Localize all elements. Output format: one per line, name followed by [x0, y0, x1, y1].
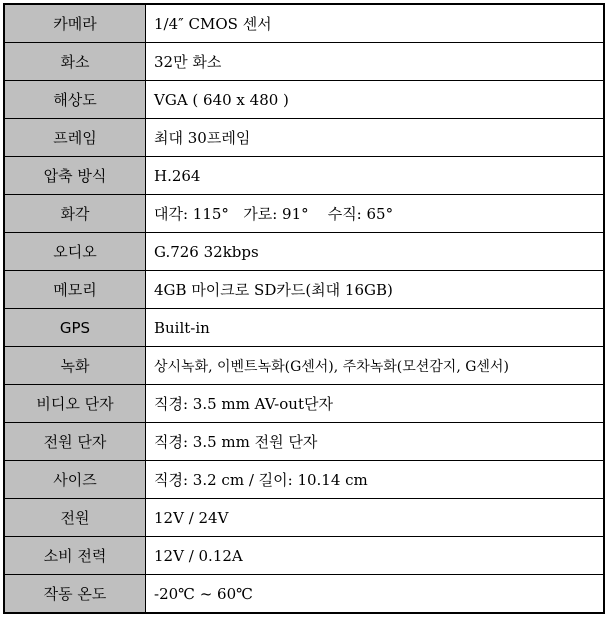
row-label: 전원 단자	[4, 423, 146, 461]
row-value: 직경: 3.5 mm 전원 단자	[146, 423, 605, 461]
row-value: 12V / 24V	[146, 499, 605, 537]
table-row	[4, 119, 604, 157]
row-value: 1/4″ CMOS 센서	[146, 4, 605, 43]
row-value: Built-in	[146, 309, 605, 347]
row-label: 압축 방식	[4, 157, 146, 195]
row-label: 오디오	[4, 233, 146, 271]
row-label: 사이즈	[4, 461, 146, 499]
row-label: 전원	[4, 499, 146, 537]
table-row	[4, 309, 604, 347]
row-value: -20℃ ~ 60℃	[146, 575, 605, 614]
table-row	[4, 537, 604, 575]
table-row	[4, 233, 604, 271]
table-row	[4, 385, 604, 423]
row-label: 메모리	[4, 271, 146, 309]
row-value: 32만 화소	[146, 43, 605, 81]
row-value: 직경: 3.2 cm / 길이: 10.14 cm	[146, 461, 605, 499]
row-value: 상시녹화, 이벤트녹화(G센서), 주차녹화(모션감지, G센서)	[146, 347, 605, 385]
table-row	[4, 575, 604, 614]
row-value: 대각: 115° 가로: 91° 수직: 65°	[146, 195, 605, 233]
spec-table	[3, 3, 605, 614]
row-label: 비디오 단자	[4, 385, 146, 423]
table-row	[4, 195, 604, 233]
table-row	[4, 347, 604, 385]
table-row	[4, 423, 604, 461]
row-label: 작동 온도	[4, 575, 146, 614]
row-value: 최대 30프레임	[146, 119, 605, 157]
row-label: 화각	[4, 195, 146, 233]
table-row	[4, 271, 604, 309]
row-value: H.264	[146, 157, 605, 195]
row-value: 12V / 0.12A	[146, 537, 605, 575]
row-value: VGA ( 640 x 480 )	[146, 81, 605, 119]
row-value: 직경: 3.5 mm AV-out단자	[146, 385, 605, 423]
table-row	[4, 157, 604, 195]
row-label: 녹화	[4, 347, 146, 385]
row-label: 카메라	[4, 4, 146, 43]
row-label: 소비 전력	[4, 537, 146, 575]
table-row	[4, 81, 604, 119]
table-row	[4, 461, 604, 499]
table-row	[4, 43, 604, 81]
row-label: 화소	[4, 43, 146, 81]
table-row	[4, 4, 604, 43]
row-label: 프레임	[4, 119, 146, 157]
row-label: GPS	[4, 309, 146, 347]
table-row	[4, 499, 604, 537]
row-value: 4GB 마이크로 SD카드(최대 16GB)	[146, 271, 605, 309]
row-value: G.726 32kbps	[146, 233, 605, 271]
row-label: 해상도	[4, 81, 146, 119]
